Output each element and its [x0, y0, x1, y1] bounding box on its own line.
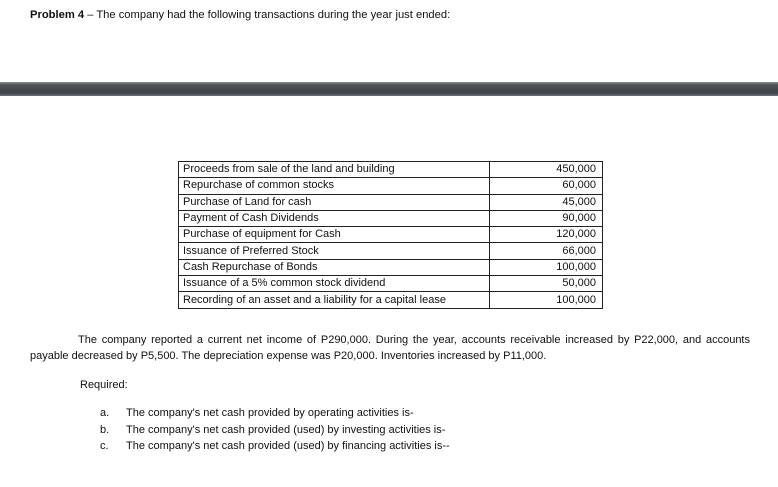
transaction-description: Purchase of equipment for Cash	[179, 227, 490, 243]
table-row	[179, 194, 603, 210]
question-marker: a.	[100, 407, 110, 419]
transaction-description: Issuance of Preferred Stock	[179, 243, 490, 259]
paragraph-text: The company reported a current net income of P290,000. During the year, accounts receivable increased by P22,000, and accounts payable decreased by P5,500. The depreciation expense was P20,000. Inventories increased by P11,000.	[30, 334, 750, 362]
transaction-description: Payment of Cash Dividends	[179, 210, 490, 226]
divider-bar	[0, 82, 778, 96]
transaction-description: Cash Repurchase of Bonds	[179, 259, 490, 275]
table-row	[179, 243, 603, 259]
transaction-amount: 120,000	[490, 227, 603, 243]
table-row	[179, 178, 603, 194]
list-item	[100, 405, 450, 422]
transaction-amount: 450,000	[490, 162, 603, 178]
problem-label: Problem 4	[30, 9, 85, 21]
question-text: The company's net cash provided by operating activities is-	[126, 407, 414, 419]
transaction-description: Issuance of a 5% common stock dividend	[179, 276, 490, 292]
table-row	[179, 162, 603, 178]
list-item	[100, 422, 450, 439]
transaction-amount: 50,000	[490, 276, 603, 292]
transaction-amount: 90,000	[490, 210, 603, 226]
questions-list	[100, 405, 450, 455]
table-row	[179, 210, 603, 226]
table-row	[179, 292, 603, 308]
problem-intro: – The company had the following transactions during the year just ended:	[84, 9, 451, 21]
transaction-amount: 45,000	[490, 194, 603, 210]
problem-heading	[30, 9, 450, 21]
question-marker: c.	[100, 440, 109, 452]
list-item	[100, 438, 450, 455]
transaction-description: Repurchase of common stocks	[179, 178, 490, 194]
question-marker: b.	[100, 423, 110, 436]
transaction-amount: 100,000	[490, 292, 603, 308]
transaction-amount: 66,000	[490, 243, 603, 259]
transaction-amount: 100,000	[490, 259, 603, 275]
table-row	[179, 276, 603, 292]
transaction-amount: 60,000	[490, 178, 603, 194]
transaction-description: Purchase of Land for cash	[179, 194, 490, 210]
table-row	[179, 259, 603, 275]
transaction-description: Proceeds from sale of the land and building	[179, 162, 490, 178]
table-row	[179, 227, 603, 243]
transactions-table	[178, 161, 603, 309]
question-text: The company's net cash provided (used) by investing activities is-	[126, 423, 446, 436]
required-label: Required:	[80, 379, 128, 391]
problem-paragraph	[30, 332, 750, 364]
transaction-description: Recording of an asset and a liability for a capital lease	[179, 292, 490, 308]
question-text: The company's net cash provided (used) by financing activities is--	[126, 440, 450, 452]
